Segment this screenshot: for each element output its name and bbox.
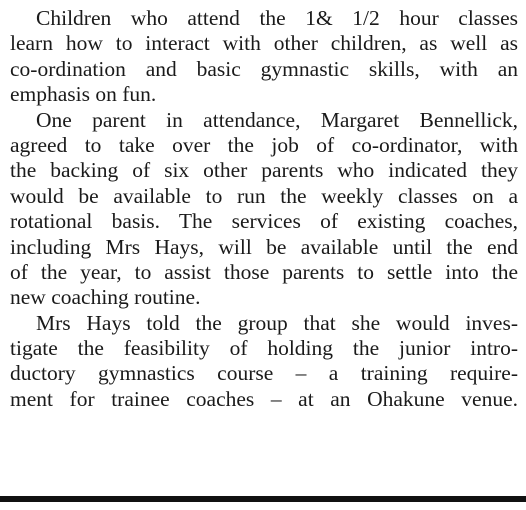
text-line: emphasis on fun. <box>10 82 157 107</box>
text-line: Mrs Hays told the group that she would inves- <box>36 310 518 335</box>
text-line: co-ordination and basic gymnastic skills, with an <box>10 56 518 81</box>
text-line: of the year, to assist those parents to settle into the <box>10 259 518 284</box>
text-line: would be available to run the weekly classes on a <box>10 183 518 208</box>
text-line: ment for trainee coaches – at an Ohakune venue. <box>10 386 518 411</box>
text-line: including Mrs Hays, will be available until the end <box>10 234 518 259</box>
paragraph-classes <box>10 6 518 108</box>
article-body <box>10 6 518 412</box>
text-line: the backing of six other parents who indicated they <box>10 158 518 183</box>
text-line: One parent in attendance, Margaret Bennellick, <box>36 107 518 132</box>
paragraph-course <box>10 311 518 413</box>
paragraph-coordinator <box>10 108 518 311</box>
text-line: agreed to take over the job of co-ordinator, with <box>10 132 518 157</box>
text-line: tigate the feasibility of holding the junior intro- <box>10 336 518 361</box>
text-line: learn how to interact with other children, as well as <box>10 31 518 56</box>
text-line: new coaching routine. <box>10 285 201 310</box>
text-line: rotational basis. The services of existing coaches, <box>10 209 518 234</box>
text-line: ductory gymnastics course – a training require- <box>10 361 518 386</box>
column-divider-rule <box>0 496 526 502</box>
text-line: Children who attend the 1& 1/2 hour classes <box>36 6 518 30</box>
